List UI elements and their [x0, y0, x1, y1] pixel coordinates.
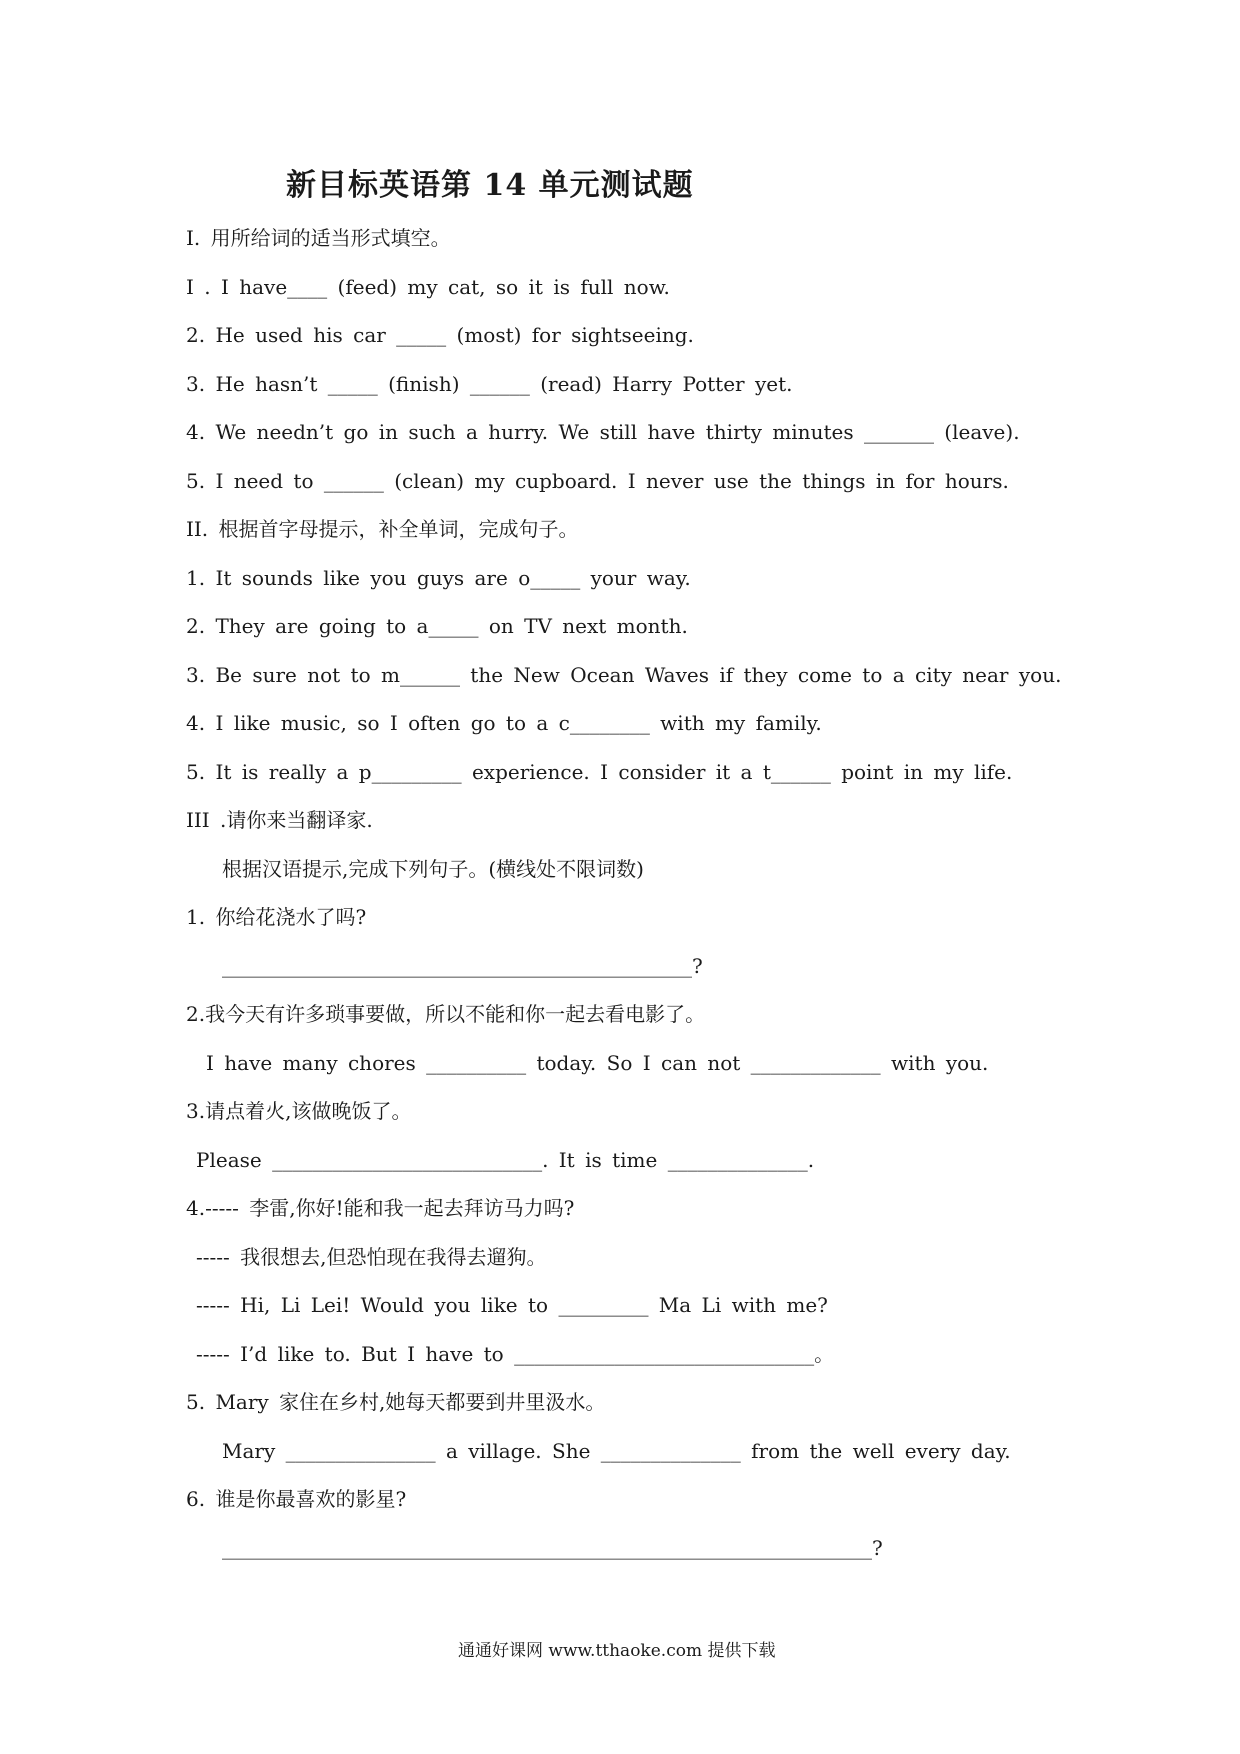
- translation-question: 6. 谁是你最喜欢的影星?: [186, 1487, 407, 1511]
- section-2-item: 4. I like music, so I often go to a c________ with my family.: [186, 711, 822, 735]
- translation-question: 5. Mary 家住在乡村,她每天都要到井里汲水。: [186, 1390, 606, 1414]
- footer-source: 通通好课网 www.tthaoke.com 提供下载: [458, 1641, 776, 1661]
- section-1-item: 2. He used his car _____ (most) for sightseeing.: [186, 323, 694, 347]
- section-1-item: I . I have____ (feed) my cat, so it is full now.: [186, 275, 670, 299]
- answer-blank: Please ___________________________. It is time ______________.: [196, 1148, 815, 1172]
- section-1-item: 4. We needn’t go in such a hurry. We still have thirty minutes _______ (leave).: [186, 420, 1020, 444]
- answer-blank: _________________________________________________________________?: [222, 1536, 883, 1560]
- answer-blank: I have many chores __________ today. So I can not _____________ with you.: [206, 1051, 989, 1075]
- section-3-heading: III .请你来当翻译家.: [186, 808, 373, 832]
- section-3-instruction: 根据汉语提示,完成下列句子。(横线处不限词数): [222, 857, 644, 881]
- answer-blank: Mary _______________ a village. She ______________ from the well every day.: [222, 1439, 1011, 1463]
- section-1-item: 5. I need to ______ (clean) my cupboard. I never use the things in for hours.: [186, 469, 1009, 493]
- translation-question: 2.我今天有许多琐事要做，所以不能和你一起去看电影了。: [186, 1002, 706, 1026]
- page-title: 新目标英语第 14 单元测试题: [286, 168, 694, 203]
- dialogue-line: ----- I’d like to. But I have to ______________________________。: [196, 1342, 835, 1366]
- section-2-item: 2. They are going to a_____ on TV next month.: [186, 614, 688, 638]
- section-2-item: 5. It is really a p_________ experience. I consider it a t______ point in my life.: [186, 760, 1013, 784]
- translation-question: 4.----- 李雷,你好!能和我一起去拜访马力吗?: [186, 1196, 575, 1220]
- section-2-item: 3. Be sure not to m______ the New Ocean Waves if they come to a city near you.: [186, 663, 1062, 687]
- translation-question: 3.请点着火,该做晚饭了。: [186, 1099, 412, 1123]
- section-2-item: 1. It sounds like you guys are o_____ your way.: [186, 566, 691, 590]
- translation-question: 1. 你给花浇水了吗?: [186, 905, 367, 929]
- section-1-heading: I. 用所给词的适当形式填空。: [186, 226, 451, 250]
- section-2-heading: II. 根据首字母提示，补全单词，完成句子。: [186, 517, 579, 541]
- dialogue-line: ----- 我很想去,但恐怕现在我得去遛狗。: [196, 1245, 547, 1269]
- answer-blank: _______________________________________________?: [222, 954, 703, 978]
- section-1-item: 3. He hasn’t _____ (finish) ______ (read) Harry Potter yet.: [186, 372, 793, 396]
- dialogue-line: ----- Hi, Li Lei! Would you like to _________ Ma Li with me?: [196, 1293, 828, 1317]
